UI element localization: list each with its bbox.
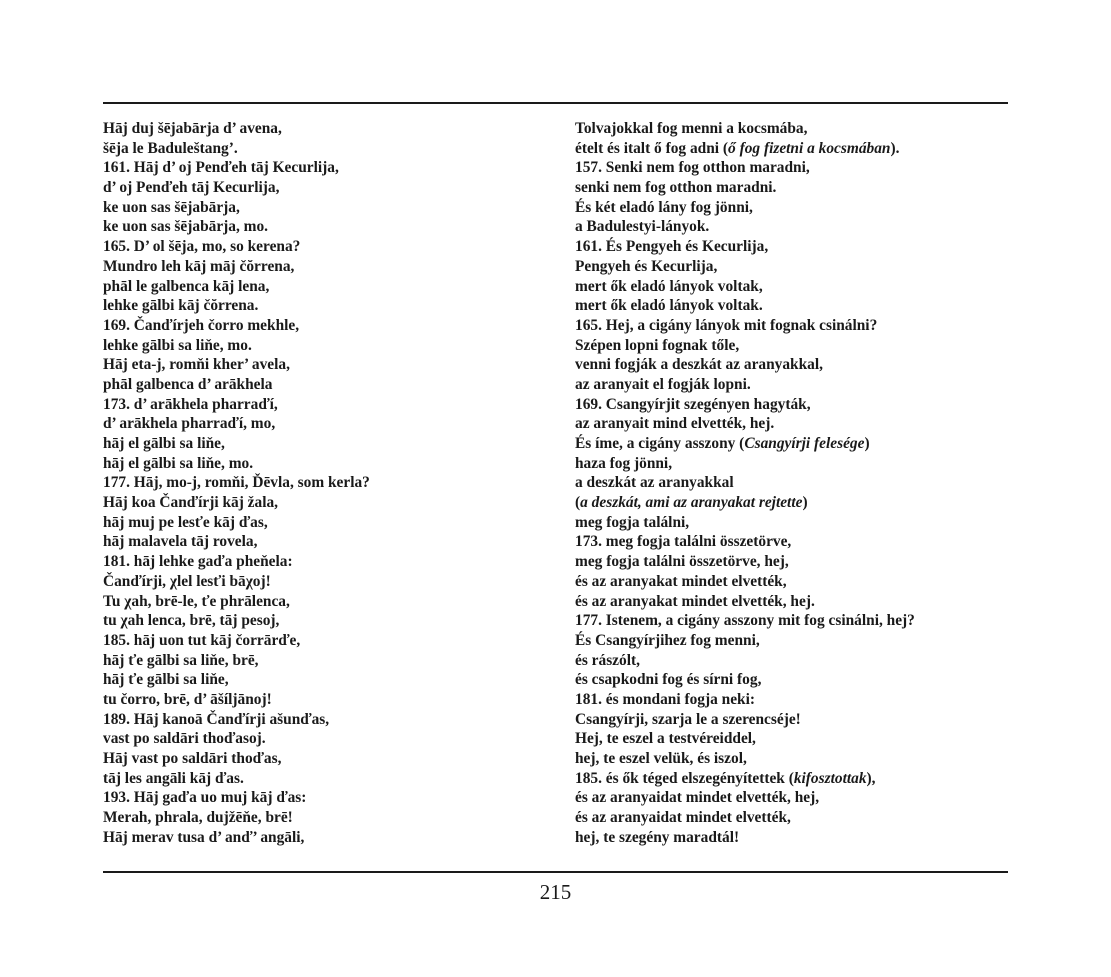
romani-verse-line: d’ oj Penďeh tāj Kecurlija, [103, 179, 280, 197]
hungarian-verse-line [575, 434, 1008, 454]
line-text-before-gloss: És íme, a cigány asszony ( [575, 435, 745, 452]
hungarian-verse-line: az aranyait el fogják lopni. [575, 375, 751, 393]
hungarian-verse-line [575, 139, 1008, 159]
hungarian-verse-line: hej, te eszel velük, és iszol, [575, 750, 747, 767]
romani-verse-line: phāl le galbenca kāj lena, [103, 277, 270, 295]
romani-verse-line: ke uon sas šējabārja, mo. [103, 218, 269, 236]
hungarian-verse-line: és az aranyakat mindet elvették, hej. [575, 592, 815, 610]
line-text-before-gloss: ( [575, 494, 581, 512]
romani-verse-line: 169. Čanďírjeh čorro mekhle, [103, 316, 300, 334]
romani-verse-line: tu čorro, brē, d’ āšíljānoj! [103, 690, 272, 708]
romani-verse-line: 161. Hāj d’ oj Penďeh tāj Kecurlija, [103, 159, 339, 177]
hungarian-verse-line: a deszkát az aranyakkal [575, 474, 734, 492]
romani-verse-line: hāj malavela tāj rovela, [103, 533, 258, 551]
hungarian-verse-line: 181. és mondani fogja neki: [575, 690, 755, 708]
line-text-before-gloss: ételt és italt ő fog adni ( [575, 139, 729, 157]
hungarian-verse-line: És Csangyírjihez fog menni, [575, 631, 760, 649]
hungarian-verse-line: Szépen lopni fognak tőle, [575, 336, 740, 354]
hungarian-verse-line: és az aranyaidat mindet elvették, hej, [575, 789, 820, 807]
hungarian-verse-line: mert ők eladó lányok voltak, [575, 277, 763, 295]
line-text-after-gloss: ) [864, 435, 870, 452]
romani-verse-line: Hāj eta-j, romňi kher’ avela, [103, 356, 290, 374]
romani-verse-line: Tu χah, brē-le, ťe phrālenca, [103, 592, 290, 610]
top-rule [103, 102, 1008, 104]
romani-verse-line: Hāj vast po saldāri thoďas, [103, 750, 282, 767]
hungarian-verse-line: 169. Csangyírjit szegényen hagyták, [575, 395, 811, 413]
italic-gloss: Csangyírji felesége [744, 435, 865, 452]
line-text-after-gloss: ) [802, 494, 808, 512]
romani-verse-line: Merah, phrala, dujžēňe, brē! [103, 809, 293, 827]
romani-verse-line: hāj el gālbi sa liňe, mo. [103, 454, 254, 472]
hungarian-verse-line: 173. meg fogja találni összetörve, [575, 533, 792, 551]
romani-verse-line: vast po saldāri thoďasoj. [103, 730, 266, 748]
romani-verse-line: 165. D’ ol šēja, mo, so kerena? [103, 238, 301, 256]
romani-verse-line: tāj les angāli kāj ďas. [103, 769, 244, 787]
hungarian-verse-line: hej, te szegény maradtál! [575, 828, 740, 846]
hungarian-verse-line: 161. És Pengyeh és Kecurlija, [575, 238, 769, 256]
hungarian-translation-column [575, 119, 1008, 847]
romani-verse-line: 189. Hāj kanoā Čanďírji ašunďas, [103, 710, 330, 728]
italic-gloss: ő fog fizetni a kocsmában [728, 139, 891, 157]
romani-verse-line: lehke gālbi kāj čŏrrena. [103, 297, 259, 315]
hungarian-verse-line: és rászólt, [575, 651, 640, 669]
hungarian-verse-line [575, 493, 1008, 513]
line-text-after-gloss: ), [866, 769, 876, 787]
hungarian-verse-line [575, 769, 1008, 789]
romani-verse-line: 177. Hāj, mo-j, romňi, Ďēvla, som kerla? [103, 474, 370, 492]
romani-verse-line: Hāj merav tusa d’ anď’ angāli, [103, 828, 305, 846]
hungarian-verse-line: és az aranyakat mindet elvették, [575, 572, 787, 590]
romani-verse-line: hāj ťe gālbi sa liňe, brē, [103, 651, 259, 669]
hungarian-verse-line: És két eladó lány fog jönni, [575, 198, 753, 216]
hungarian-verse-line: Hej, te eszel a testvéreiddel, [575, 730, 756, 748]
romani-verse-line: hāj el gālbi sa liňe, [103, 435, 225, 452]
hungarian-verse-line: 177. Istenem, a cigány asszony mit fog csinálni, hej? [575, 612, 915, 630]
hungarian-verse-line: Tolvajokkal fog menni a kocsmába, [575, 120, 808, 137]
hungarian-verse-line: és az aranyaidat mindet elvették, [575, 809, 791, 827]
romani-verse-line: Čanďírji, χlel lesťi bāχoj! [103, 572, 271, 590]
line-text-after-gloss: ). [890, 139, 900, 157]
romani-verse-line: 193. Hāj gaďa uo muj kāj ďas: [103, 789, 307, 807]
line-text-before-gloss: 185. és ők téged elszegényítettek ( [575, 769, 794, 787]
hungarian-verse-line: a Badulestyi-lányok. [575, 218, 710, 236]
page-number: 215 [539, 880, 572, 904]
romani-verse-line: Hāj duj šējabārja d’ avena, [103, 120, 282, 137]
romani-verse-line: šēja le Baduleštang’. [103, 139, 238, 157]
romani-text-column [103, 119, 543, 847]
romani-verse-line: 173. d’ arākhela pharraďí, [103, 395, 278, 413]
romani-verse-line: d’ arākhela pharraďí, mo, [103, 415, 276, 433]
hungarian-verse-line: 165. Hej, a cigány lányok mit fognak csinálni? [575, 316, 878, 334]
italic-gloss: a deszkát, ami az aranyakat rejtette [580, 494, 803, 512]
romani-verse-line: Mundro leh kāj māj čŏrrena, [103, 257, 295, 275]
italic-gloss: kifosztottak [793, 769, 867, 787]
romani-verse-line: ke uon sas šējabārja, [103, 198, 240, 216]
hungarian-verse-line: meg fogja találni, [575, 513, 690, 531]
romani-verse-line: hāj muj pe lesťe kāj ďas, [103, 513, 268, 531]
hungarian-verse-line: mert ők eladó lányok voltak. [575, 297, 763, 315]
romani-verse-line: lehke gālbi sa liňe, mo. [103, 336, 252, 354]
hungarian-verse-line: az aranyait mind elvették, hej. [575, 415, 775, 433]
hungarian-verse-line: venni fogják a deszkát az aranyakkal, [575, 356, 823, 374]
hungarian-verse-line: meg fogja találni összetörve, hej, [575, 553, 789, 571]
bottom-rule [103, 871, 1008, 873]
romani-verse-line: 181. hāj lehke gaďa pheňela: [103, 553, 293, 571]
hungarian-verse-line: 157. Senki nem fog otthon maradni, [575, 159, 810, 177]
romani-verse-line: tu χah lenca, brē, tāj pesoj, [103, 612, 280, 630]
romani-verse-line: phāl galbenca d’ arākhela [103, 375, 273, 393]
romani-verse-line: Hāj koa Čanďírji kāj žala, [103, 494, 279, 512]
romani-verse-line: 185. hāj uon tut kāj čorrārďe, [103, 631, 301, 649]
hungarian-verse-line: és csapkodni fog és sírni fog, [575, 671, 762, 689]
hungarian-verse-line: Csangyírji, szarja le a szerencséje! [575, 710, 801, 728]
hungarian-verse-line: haza fog jönni, [575, 454, 673, 472]
romani-verse-line: hāj ťe gālbi sa liňe, [103, 671, 229, 689]
hungarian-verse-line: Pengyeh és Kecurlija, [575, 257, 718, 275]
hungarian-verse-line: senki nem fog otthon maradni. [575, 179, 777, 197]
